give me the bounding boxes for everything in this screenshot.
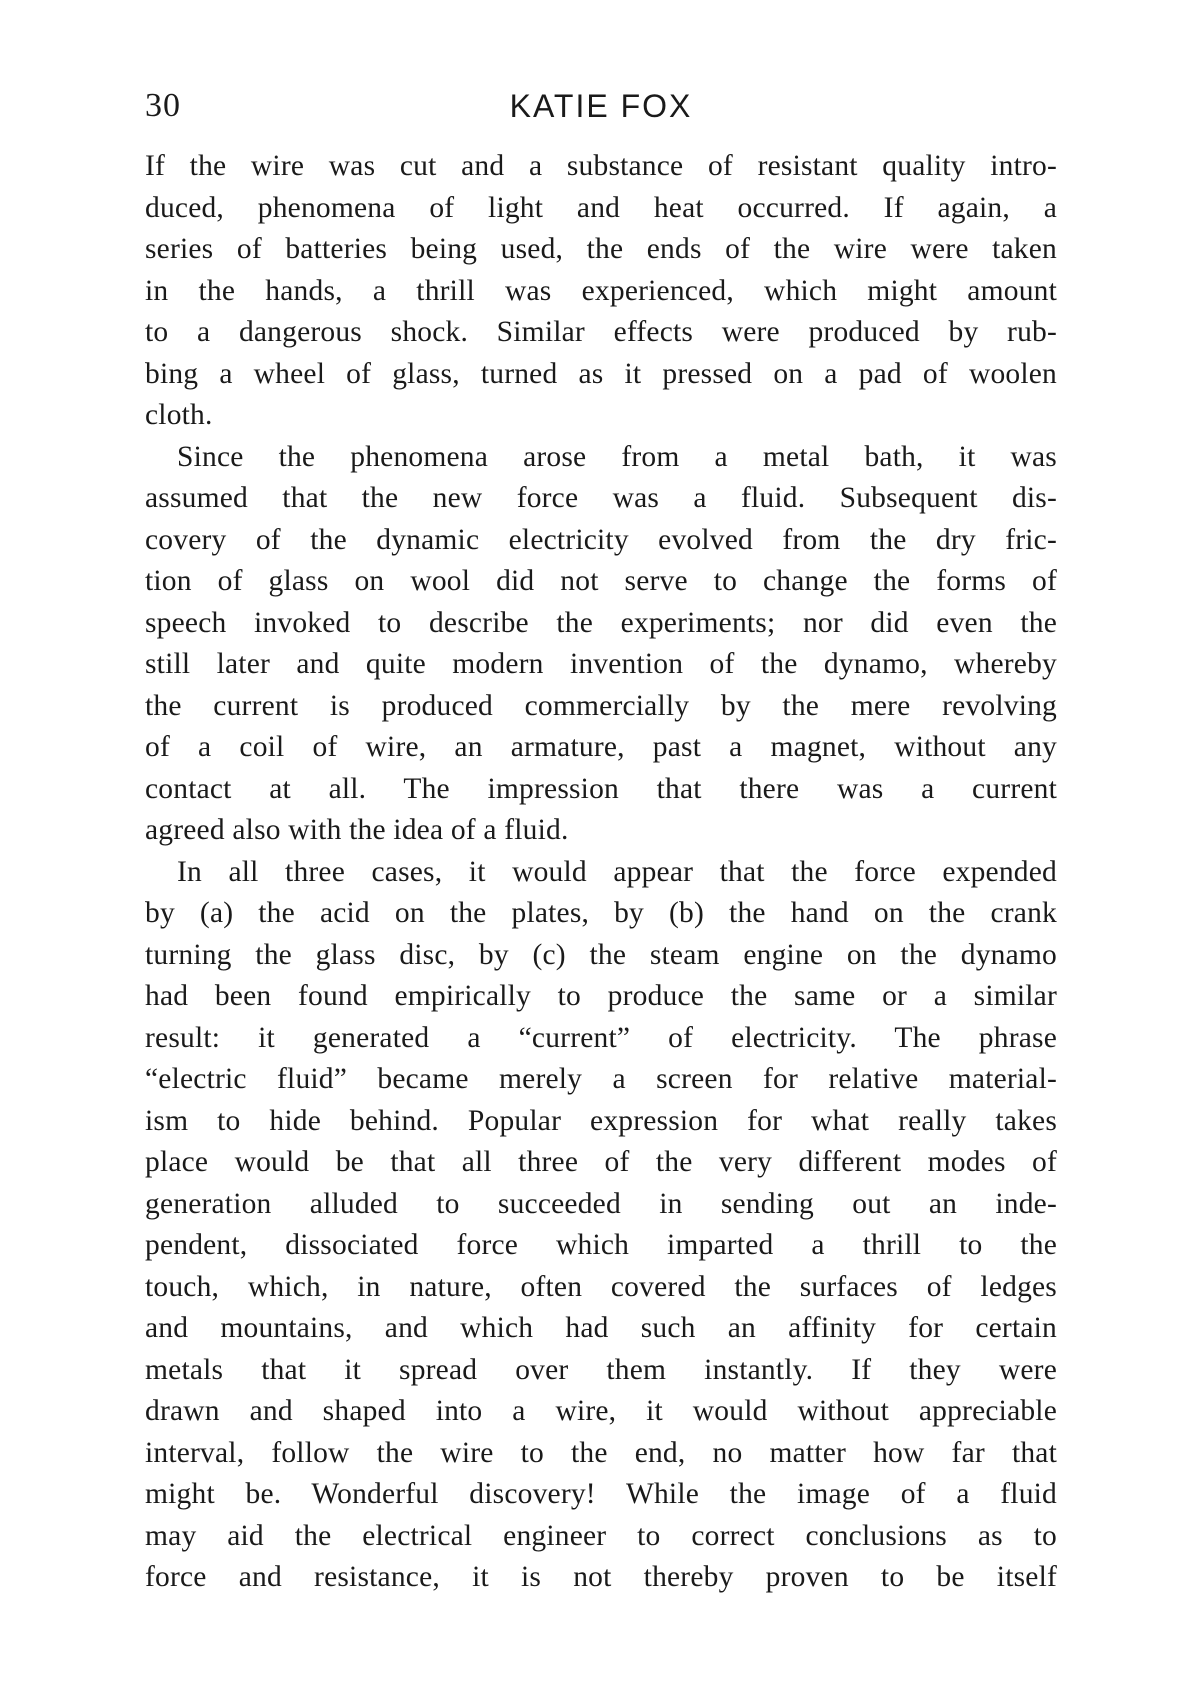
paragraph-2: [145, 437, 1057, 852]
text-line: force and resistance, it is not thereby proven to be itself: [145, 1561, 1057, 1593]
running-title: KATIE FOX: [509, 88, 693, 124]
text-line: in the hands, a thrill was experienced, which might amount: [145, 274, 1057, 307]
text-line: In all three cases, it would appear that the force expended: [177, 855, 1057, 888]
text-line: Since the phenomena arose from a metal bath, it was: [177, 440, 1057, 473]
text-line: by (a) the acid on the plates, by (b) the hand on the crank: [145, 897, 1057, 929]
paragraph-3: [145, 852, 1057, 1599]
text-line: metals that it spread over them instantly. If they were: [145, 1353, 1057, 1386]
text-line: might be. Wonderful discovery! While the image of a fluid: [145, 1478, 1057, 1510]
text-line: “electric fluid” became merely a screen for relative material-: [145, 1063, 1057, 1095]
text-line: had been found empirically to produce the same or a similar: [145, 980, 1057, 1012]
text-line: assumed that the new force was a fluid. Subsequent dis-: [145, 482, 1057, 514]
text-line: pendent, dissociated force which imparted a thrill to the: [145, 1229, 1057, 1261]
text-line: duced, phenomena of light and heat occurred. If again, a: [145, 191, 1057, 224]
text-line: bing a wheel of glass, turned as it pressed on a pad of woolen: [145, 357, 1057, 390]
text-line: turning the glass disc, by (c) the steam engine on the dynamo: [145, 938, 1057, 971]
text-line: drawn and shaped into a wire, it would without appreciable: [145, 1395, 1057, 1427]
page-number: 30: [145, 87, 181, 124]
text-line: speech invoked to describe the experiments; nor did even the: [145, 606, 1057, 639]
text-line: and mountains, and which had such an affinity for certain: [145, 1312, 1057, 1344]
text-line: touch, which, in nature, often covered the surfaces of ledges: [145, 1270, 1057, 1303]
text-line: series of batteries being used, the ends of the wire were taken: [145, 233, 1057, 265]
text-line: still later and quite modern invention of the dynamo, whereby: [145, 648, 1057, 680]
text-line: result: it generated a “current” of electricity. The phrase: [145, 1021, 1057, 1054]
text-line: contact at all. The impression that there was a current: [145, 772, 1057, 805]
text-line: agreed also with the idea of a fluid.: [145, 814, 569, 846]
text-line: to a dangerous shock. Similar effects were produced by rub-: [145, 316, 1057, 348]
text-line: may aid the electrical engineer to correct conclusions as to: [145, 1519, 1057, 1552]
text-line: If the wire was cut and a substance of resistant quality intro-: [145, 150, 1057, 182]
running-head: [145, 82, 1057, 130]
text-line: ism to hide behind. Popular expression for what really takes: [145, 1104, 1057, 1137]
text-line: tion of glass on wool did not serve to change the forms of: [145, 565, 1057, 597]
text-line: covery of the dynamic electricity evolved from the dry fric-: [145, 523, 1057, 556]
paragraph-1: [145, 146, 1057, 437]
text-line: cloth.: [145, 399, 213, 431]
text-line: of a coil of wire, an armature, past a magnet, without any: [145, 731, 1057, 763]
text-line: place would be that all three of the very different modes of: [145, 1146, 1057, 1178]
text-line: the current is produced commercially by the mere revolving: [145, 689, 1057, 722]
text-line: generation alluded to succeeded in sending out an inde-: [145, 1187, 1057, 1220]
text-line: interval, follow the wire to the end, no matter how far that: [145, 1436, 1057, 1469]
body-text: [145, 146, 1057, 1599]
